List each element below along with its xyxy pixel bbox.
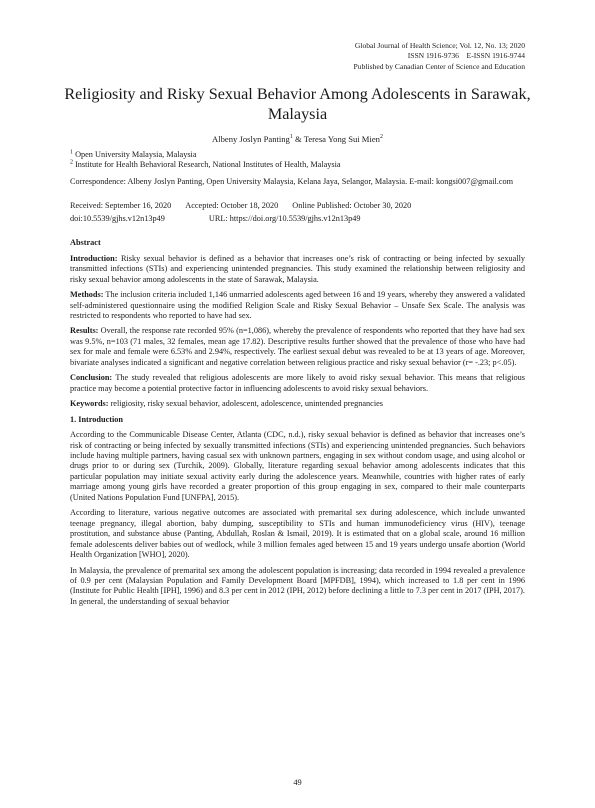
- abstract-methods: [70, 290, 525, 321]
- keywords: [70, 399, 525, 409]
- affiliation-number: 2: [70, 159, 73, 166]
- issn-line: ISSN 1916-9736 E-ISSN 1916-9744: [407, 51, 525, 61]
- paragraph-label: Methods:: [70, 290, 104, 300]
- paragraph-text: The inclusion criteria included 1,146 unmarried adolescents aged between 16 and 19 years, whereby they answered a validated self-administered questionnaire using the modified Religion Scale and Risky Sexual Behavior – Unsafe Sex Scale. The analysis was restricted to respondents who reported to have had sex.: [70, 290, 525, 320]
- publisher-line: Published by Canadian Center of Science and Education: [353, 61, 525, 71]
- online-date: Online Published: October 30, 2020: [292, 201, 412, 211]
- author-affiliation-marker: 1: [289, 134, 293, 141]
- abstract-results: [70, 326, 525, 368]
- paragraph-text: religiosity, risky sexual behavior, adolescent, adolescence, unintended pregnancies: [108, 399, 383, 409]
- author-name: Albeny Joslyn Panting: [212, 134, 290, 144]
- abstract-conclusion: [70, 373, 525, 394]
- abstract-heading: Abstract: [70, 238, 101, 248]
- journal-header: [354, 41, 525, 72]
- page-number: 49: [293, 778, 302, 787]
- author-name: Teresa Yong Sui Mien: [303, 134, 380, 144]
- affiliation-text: Open University Malaysia, Malaysia: [75, 150, 197, 159]
- affiliation-text: Institute for Health Behavioral Research, National Institutes of Health, Malaysia: [75, 160, 341, 170]
- affiliation-number: 1: [70, 149, 73, 156]
- correspondence: Correspondence: Albeny Joslyn Panting, Open University Malaysia, Kelana Jaya, Selangor, Malaysia. E-mail: kongsi007@gmail.com: [70, 176, 514, 186]
- doi-line: [70, 214, 525, 224]
- affiliation: [70, 160, 525, 170]
- author-line: [60, 134, 535, 144]
- doi-url: URL: https://doi.org/10.5539/gjhs.v12n13p49: [208, 213, 361, 223]
- section-heading: 1. Introduction: [70, 414, 124, 424]
- received-date: Received: September 16, 2020: [70, 201, 172, 211]
- paragraph-text: The study revealed that religious adolescents are more likely to avoid risky sexual behavior. This means that religious practice may become a potential protective factor in influencing adolescents to avoid risky sexual behaviors.: [70, 373, 525, 393]
- body-paragraph: In Malaysia, the prevalence of premarital sex among the adolescent population is increasing; data recorded in 1994 revealed a prevalence of 0.9 per cent (Malaysian Population and Family Development Board [MPFDB], 1994), which increased to 1.8 per cent in 1996 (Institute for Public Health [IPH], 1996) and 8.3 per cent in 2012 (IPH, 2012) before declining a little to 7.3 per cent in 2017 (IPH, 2017). In general, the understanding of sexual behavior: [70, 565, 525, 606]
- paragraph-text: Risky sexual behavior is defined as a behavior that increases one’s risk of contracting or being infected by sexually transmitted infections (STIs) and experiencing unintended pregnancies. This study examined the relationship between religiosity and risky sexual behavior among adolescents in the state of Sarawak, Malaysia.: [70, 253, 525, 284]
- article-body: [70, 150, 525, 612]
- abstract-introduction: [70, 254, 525, 285]
- paragraph-text: Overall, the response rate recorded 95% (n=1,086), whereby the prevalence of respondents who reported that they have had sex was 9.5%, n=103 (71 males, 32 females, mean age 17.82). Descriptive results further showed that the prevalence of those who have had sex for male and female were 6.53% and 2.94%, respectively. The earliest sexual debut was revealed to be at 13 years of age. Moreover, bivariate analyses indicated a significant and negative correlation between religious practice and risky sexual behavior (r= -.23; p<.05).: [70, 326, 525, 367]
- accepted-date: Accepted: October 18, 2020: [185, 201, 279, 211]
- journal-line: Global Journal of Health Science; Vol. 12, No. 13; 2020: [354, 41, 525, 50]
- paragraph-label: Conclusion:: [70, 373, 113, 383]
- paragraph-label: Results:: [70, 326, 99, 336]
- body-paragraph: According to literature, various negative outcomes are associated with premarital sex during adolescence, which include unwanted teenage pregnancy, illegal abortion, baby dumping, susceptibility to STIs and human immunodeficiency virus (HIV), teenage prostitution, and substance abuse (Panting, Abdullah, Roslan & Ismail, 2019). It is estimated that on a global scale, around 16 million female adolescents deliver babies out of wedlock, while 3 million females aged between 15 and 19 years undergo unsafe abortion (World Health Organization [WHO], 2020).: [70, 508, 525, 560]
- author-affiliation-marker: 2: [379, 134, 383, 141]
- paragraph-label: Keywords:: [70, 399, 109, 409]
- author-separator: &: [292, 134, 304, 144]
- affiliation: [70, 150, 525, 160]
- doi-text: doi:10.5539/gjhs.v12n13p49: [70, 213, 165, 223]
- body-paragraph: According to the Communicable Disease Center, Atlanta (CDC, n.d.), risky sexual behavior is defined as behavior that increases one’s risk of contracting or being infected by sexually transmitted infections (STIs) and experiencing unintended pregnancies. Such behaviors include having multiple partners, having casual sex with unknown partners, engaging in sex without condom usage, and using alcohol or drugs prior to or during sex (Turchik, 2009). Globally, literature regarding sexual behavior among adolescents indicates that this particular population may initiate sexual activity early during the adolescence years. Meanwhile, countries with higher rates of early marriage among young girls have recorded a greater proportion of this group engaging in sex, compared to their male counterparts (United Nations Population Fund [UNFPA], 2015).: [70, 430, 525, 502]
- publication-dates: [70, 201, 525, 211]
- article-title: Religiosity and Risky Sexual Behavior Among Adolescents in Sarawak, Malaysia: [64, 85, 531, 123]
- paragraph-label: Introduction:: [70, 253, 118, 263]
